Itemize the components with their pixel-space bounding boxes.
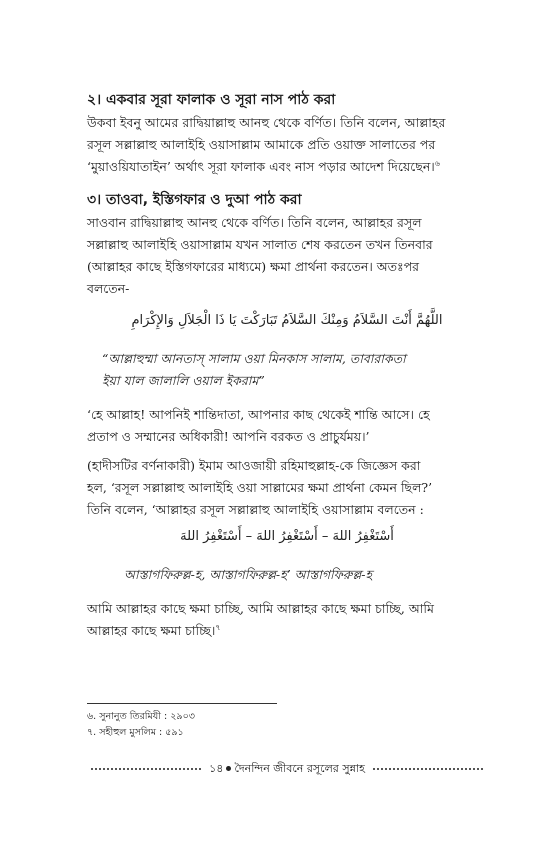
arabic-dua: اللَّهُمَّ أَنْتَ السَّلاَمُ وَمِنْكَ السَّلاَمُ تَبَارَكْتَ يَا ذَا الْجَلاَلِ وَالإِكْرَامِ xyxy=(131,313,443,328)
paragraph-line: সল্লাল্লাহু আলাইহি ওয়াসাল্লাম যখন সালাত শেষ করতেন তখন তিনবার xyxy=(87,237,433,252)
section3-heading: ৩। তাওবা, ইস্তিগফার ও দুআ পাঠ করা xyxy=(87,192,302,208)
page-number: ১৪ xyxy=(209,761,224,775)
paragraph-line: বলতেন- xyxy=(87,281,130,296)
closing-paragraph xyxy=(87,598,487,642)
paragraph-line: রসূল সল্লাল্লাহু আলাইহি ওয়াসাল্লাম আমাকে প্রতি ওয়াক্ত সালাতের পর xyxy=(87,137,436,152)
footnote-marker[interactable]: ৭ xyxy=(215,622,221,632)
arabic-istighfar: أَسْتَغْفِرُ اللهَ – أَسْتَغْفِرُ اللهَ – أَسْتَغْفِرُ اللهَ xyxy=(180,529,394,544)
paragraph-line: উকবা ইবনু আমের রাদ্বিয়াল্লাহু আনহু থেকে বর্ণিত। তিনি বলেন, আল্লাহর xyxy=(87,115,446,130)
footnote-divider xyxy=(87,703,277,704)
section2-paragraph xyxy=(87,112,487,178)
page-footer xyxy=(87,760,487,778)
paragraph-line: (আল্লাহর কাছে ইস্তিগফারের মাধ্যমে) ক্ষমা প্রার্থনা করতেন। অতঃপর xyxy=(87,259,420,274)
footnote-7: ৭. সহীহুল মুসলিম : ৫৯১ xyxy=(87,727,184,738)
bullet-icon xyxy=(226,766,231,771)
paragraph-line: তিনি বলেন, ‘আল্লাহর রসূল সল্লাল্লাহু আলাইহি ওয়াসাল্লাম বলতেন : xyxy=(87,502,424,517)
question-paragraph xyxy=(87,455,487,521)
book-title: দৈনন্দিন জীবনে রসূলের সুন্নাহ xyxy=(234,761,365,775)
paragraph-line: আল্লাহর কাছে ক্ষমা চাচ্ছি।$^৭$ xyxy=(87,622,221,638)
section2-heading: ২। একবার সূরা ফালাক ও সূরা নাস পাঠ করা xyxy=(87,92,336,108)
footer-dotted-rule-right xyxy=(373,768,483,770)
footer-label xyxy=(205,760,369,779)
footer-dotted-rule-left xyxy=(91,768,201,770)
paragraph-line: ‘হে আল্লাহ! আপনিই শান্তিদাতা, আপনার কাছ থেকেই শান্তি আসে। হে xyxy=(87,407,430,422)
footnote-marker[interactable]: ৬ xyxy=(434,158,440,168)
paragraph-line: ‘মুয়াওয়িযাতাইন’ অর্থাৎ সূরা ফালাক এবং নাস পড়ার আদেশ দিয়েছেন।$^৬$ xyxy=(87,158,440,174)
section3-paragraph xyxy=(87,212,487,300)
dua-transliteration-line: ইয়া যাল জালালি ওয়াল ইকরাম” xyxy=(102,373,265,388)
paragraph-line: (হাদীসটির বর্ণনাকারী) ইমাম আওজায়ী রহিমাহুল্লাহ-কে জিজ্ঞেস করা xyxy=(87,458,421,473)
footnote-6: ৬. সুনানুত তিরমিযী : ২৯০৩ xyxy=(87,711,195,722)
dua-transliteration-line: “আল্লাহুম্মা আনতাস্ সালাম ওয়া মিনকাস সালাম, তাবারাকতা xyxy=(102,351,406,366)
paragraph-line: সাওবান রাদ্বিয়াল্লাহু আনহু থেকে বর্ণিত। তিনি বলেন, আল্লাহর রসূল xyxy=(87,215,422,230)
paragraph-line: আমি আল্লাহর কাছে ক্ষমা চাচ্ছি, আমি আল্লাহর কাছে ক্ষমা চাচ্ছি, আমি xyxy=(87,601,434,616)
paragraph-line: প্রতাপ ও সম্মানের অধিকারী! আপনি বরকত ও প্রাচুর্যময়।’ xyxy=(87,429,370,444)
istighfar-transliteration: আস্তাগফিরুল্ল-হ, আস্তাগফিরুল্ল-হ’ আস্তাগফিরুল্ল-হ xyxy=(124,567,373,582)
dua-meaning xyxy=(87,404,487,448)
paragraph-line: হল, ‘রসূল সল্লাল্লাহু আলাইহি ওয়া সাল্লামের ক্ষমা প্রার্থনা কেমন ছিল?’ xyxy=(87,480,433,495)
